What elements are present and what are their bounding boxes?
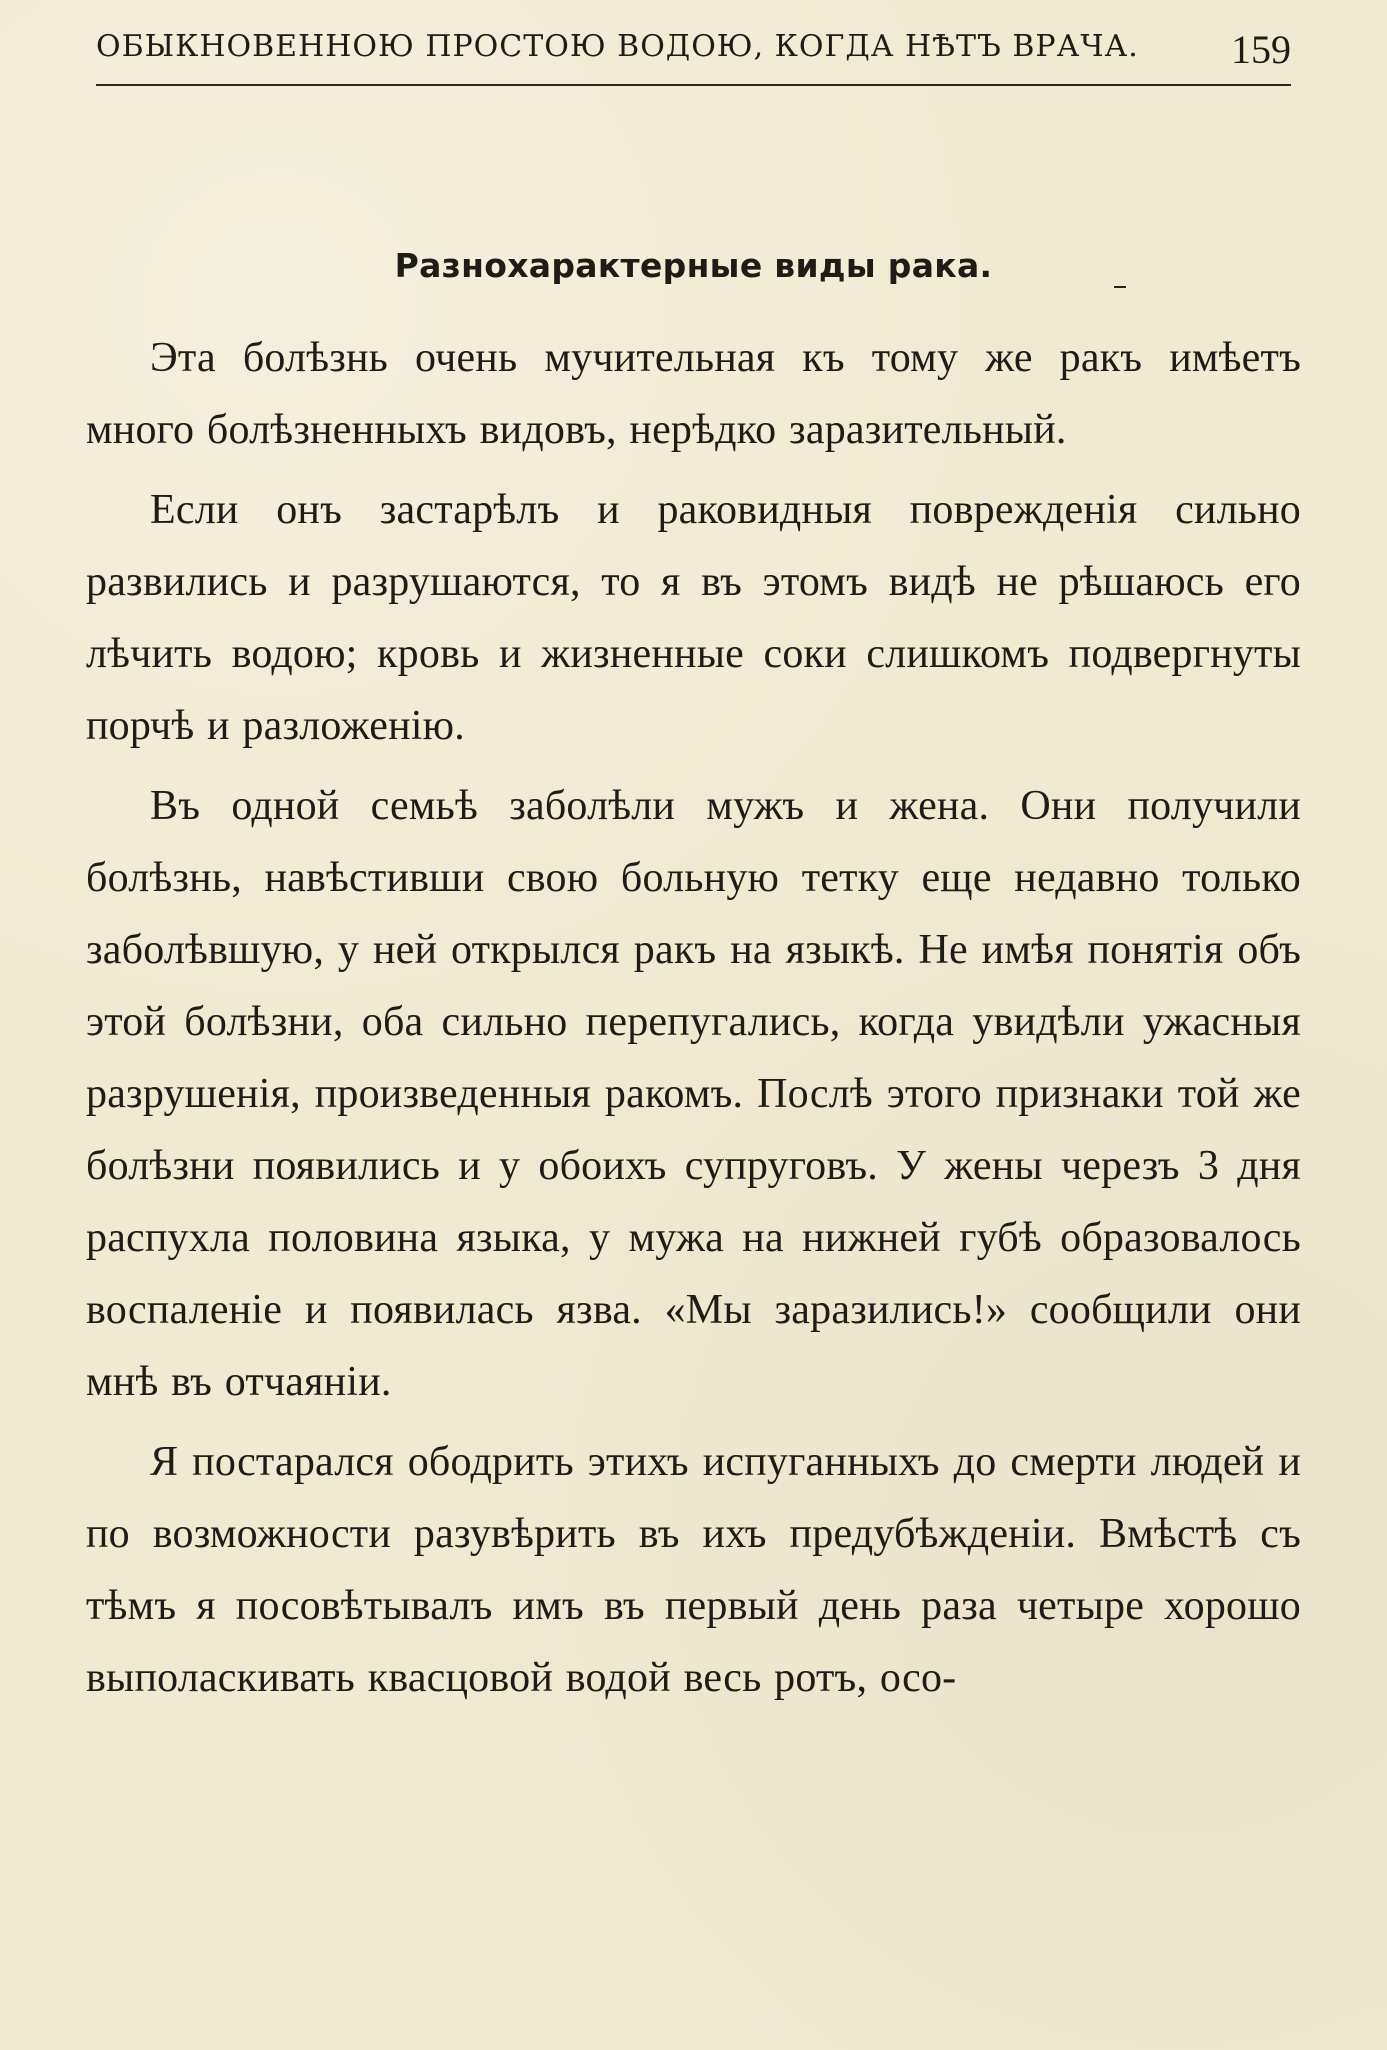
page-number: 159 xyxy=(1231,27,1291,72)
paragraph: Эта болѣзнь очень мучительная къ тому же ракъ имѣетъ много болѣзненныхъ видовъ, нерѣдко заразительный. xyxy=(86,335,1301,453)
paragraph: Въ одной семьѣ заболѣли мужъ и жена. Они получили болѣзнь, навѣстивши свою больную тетку еще недавно только заболѣвшую, у ней открылся ракъ на языкѣ. Не имѣя понятія объ этой болѣзни, оба сильно перепугались, когда увидѣли ужасныя разрушенія, произведенныя ракомъ. Послѣ этого признаки той же болѣзни появились и у обоихъ супруговъ. У жены черезъ 3 дня распухла половина языка, у мужа на нижней губѣ образовалось воспаленіе и появилась язва. «Мы заразились!» сообщили они мнѣ въ отчаяніи. xyxy=(86,783,1301,1405)
running-head: ОБЫКНОВЕННОЮ ПРОСТОЮ ВОДОЮ, КОГДА НѢТЪ ВРАЧА. xyxy=(96,29,1139,64)
paragraph: Если онъ застарѣлъ и раковидныя поврежденія сильно развились и разрушаются, то я въ этомъ видѣ не рѣшаюсь его лѣчить водою; кровь и жизненные соки слишкомъ подвергнуты порчѣ и разложенію. xyxy=(86,487,1301,749)
section-title: Разнохарактерные виды рака. xyxy=(394,246,993,285)
printer-mark xyxy=(1114,286,1126,288)
body-text xyxy=(86,322,1301,1714)
page-header xyxy=(96,28,1291,86)
paragraph: Я постарался ободрить этихъ испуганныхъ до смерти людей и по возможности разувѣрить въ ихъ предубѣжденіи. Вмѣстѣ съ тѣмъ я посовѣтывалъ имъ въ первый день раза четыре хорошо выполаскивать квасцовой водой весь ротъ, осо- xyxy=(86,1439,1301,1701)
